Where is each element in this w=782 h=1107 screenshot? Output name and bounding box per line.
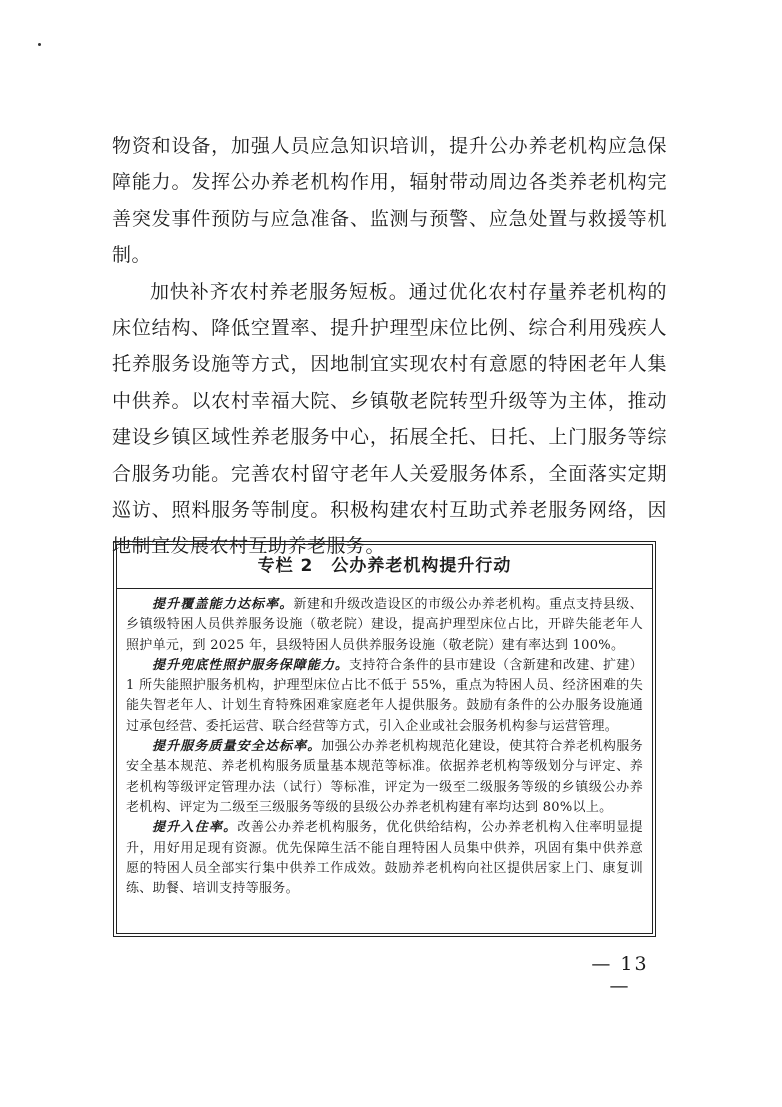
column-number: 专栏 2 [257,556,314,576]
column-box-inner [116,544,653,934]
column-item-lead: 提升服务质量安全达标率。 [152,739,322,755]
column-item [126,595,643,656]
column-box [113,541,656,937]
column-item-lead: 提升兜底性照护服务保障能力。 [152,657,349,673]
column-box-body [117,589,652,899]
column-item-text: 支持符合条件的县市建设（含新建和改建、扩建）1 所失能照护服务机构，护理型床位占比不低于 55%，重点为特困人员、经济困难的失能失智老年人、计划生育特殊困难家庭老年人提供服务。鼓励有条件的公办服务设施通过承包经营、委托运营、联合经营等方式，引入企业或社会服务机构参与运营管理。 [126,657,643,734]
paragraph-rural-elderly-care: 加快补齐农村养老服务短板。通过优化农村存量养老机构的床位结构、降低空置率、提升护理型床位比例、综合利用残疾人托养服务设施等方式，因地制宜实现农村有意愿的特困老年人集中供养。以农村幸福大院、乡镇敬老院转型升级等为主体，推动建设乡镇区域性养老服务中心，拓展全托、日托、上门服务等综合服务功能。完善农村留守老年人关爱服务体系，全面落实定期巡访、照料服务等制度。积极构建农村互助式养老服务网络，因地制宜发展农村互助养老服务。 [112,280,667,558]
column-item [126,656,643,737]
column-item-lead: 提升入住率。 [152,820,238,836]
column-box-title [117,545,652,589]
page-number: — 13 — [591,953,649,997]
body-text [112,128,667,565]
column-item [126,818,643,899]
paragraph-continuation: 物资和设备，加强人员应急知识培训，提升公办养老机构应急保障能力。发挥公办养老机构作用，辐射带动周边各类养老机构完善突发事件预防与应急准备、监测与预警、应急处置与救援等机制。 [112,135,667,267]
scan-speck [38,43,41,46]
column-item-text: 改善公办养老机构服务，优化供给结构，公办养老机构入住率明显提升，用好用足现有资源。优先保障生活不能自理特困人员集中供养，巩固有集中供养意愿的特困人员全部实行集中供养工作成效。鼓励养老机构向社区提供居家上门、康复训练、助餐、培训支持等服务。 [126,820,643,897]
column-item-text: 加强公办养老机构规范化建设，使其符合养老机构服务安全基本规范、养老机构服务质量基本规范等标准。依据养老机构等级划分与评定、养老机构等级评定管理办法（试行）等标准，评定为一级至二级服务等级的乡镇级公办养老机构、评定为二级至三级服务等级的县级公办养老机构建有率均达到 80%以上。 [126,739,643,815]
column-item-text: 新建和升级改造设区的市级公办养老机构。重点支持县级、乡镇级特困人员供养服务设施（敬老院）建设，提高护理型床位占比，开辟失能老年人照护单元，到 2025 年，县级特困人员供养服务设施（敬老院）建有率达到 100%。 [126,597,643,653]
column-item [126,737,643,818]
column-item-lead: 提升覆盖能力达标率。 [152,597,294,612]
column-title-text: 公办养老机构提升行动 [331,556,512,576]
